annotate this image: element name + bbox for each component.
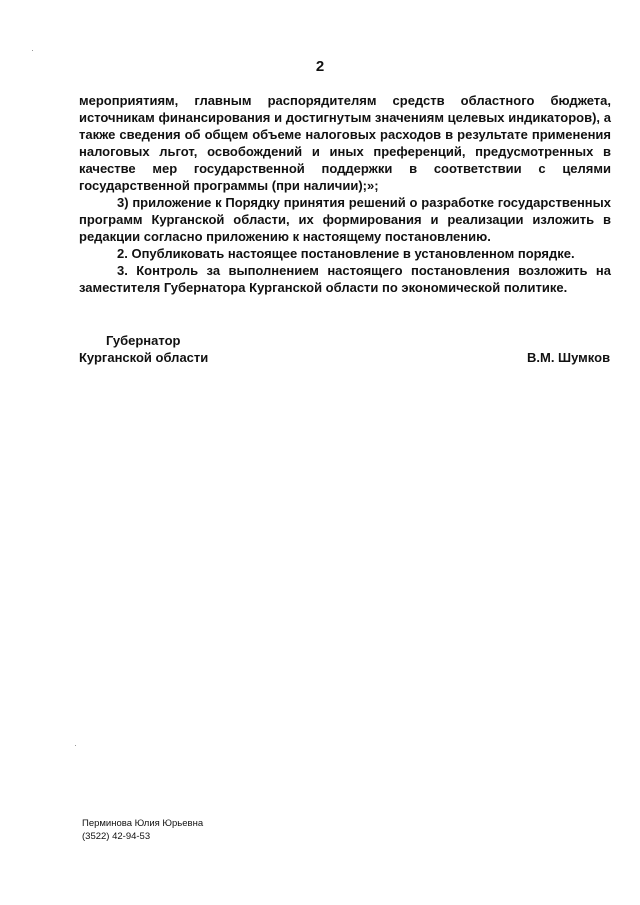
paragraph-point-3	[79, 262, 611, 296]
paragraph-item-3	[79, 194, 611, 245]
text-line: 3) приложение к Порядку принятия решений о разработке государственных	[117, 195, 611, 210]
document-body	[79, 92, 611, 296]
text-line: качестве мер государственной поддержки в соответствии с целями	[79, 161, 611, 176]
text-line: редакции согласно приложению к настоящему постановлению.	[79, 229, 491, 244]
executor-phone: (3522) 42-94-53	[82, 831, 151, 842]
text-line: налоговых льгот, освобождений и иных преференций, предусмотренных в	[79, 144, 611, 159]
text-line: также сведения об общем объеме налоговых расходов в результате применения	[79, 127, 611, 142]
signature-role: Губернатор	[106, 333, 181, 348]
scan-mark	[75, 745, 76, 746]
text-line: 2. Опубликовать настоящее постановление в установленном порядке.	[117, 246, 575, 261]
signature-region: Курганской области	[79, 350, 209, 365]
text-line: программ Курганской области, их формирования и реализации изложить в	[79, 212, 611, 227]
paragraph-point-2	[79, 245, 611, 262]
signature-name: В.М. Шумков	[527, 350, 611, 365]
text-line: источникам финансирования и достигнутым значениям целевых индикаторов), а	[79, 110, 611, 125]
text-line: государственной программы (при наличии);»;	[79, 178, 379, 193]
text-line: мероприятиям, главным распорядителям средств областного бюджета,	[79, 93, 611, 108]
paragraph-continuation	[79, 92, 611, 194]
scan-mark	[32, 50, 33, 51]
executor-block	[82, 817, 203, 843]
page-number: 2	[315, 58, 325, 75]
text-line: заместителя Губернатора Курганской области по экономической политике.	[79, 280, 568, 295]
executor-name: Перминова Юлия Юрьевна	[82, 818, 204, 829]
text-line: 3. Контроль за выполнением настоящего постановления возложить на	[117, 263, 611, 278]
